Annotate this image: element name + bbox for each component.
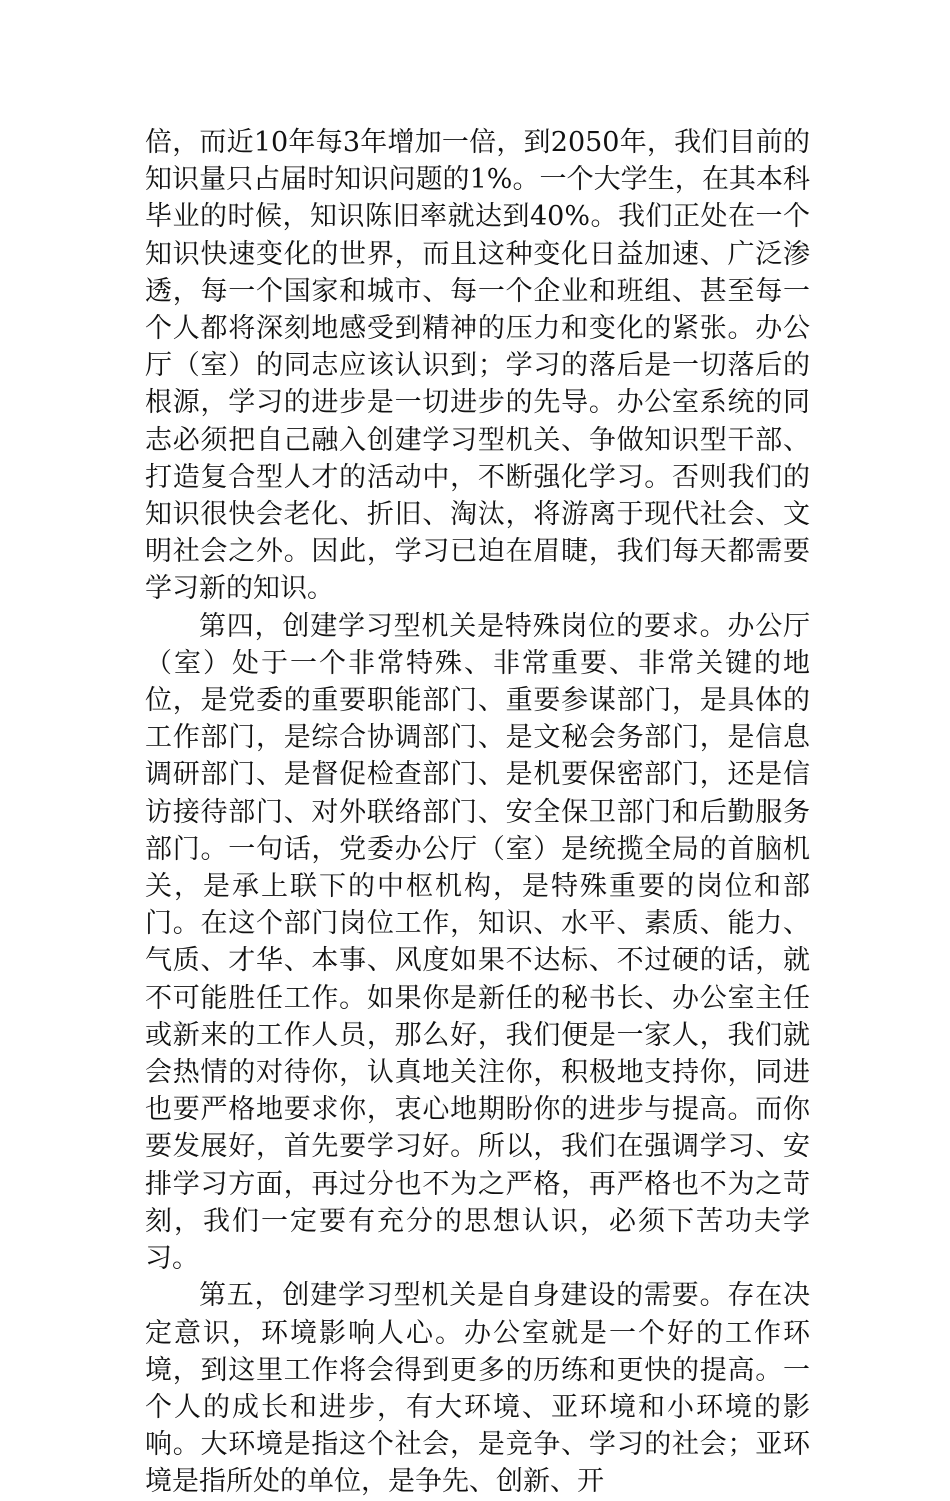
document-body (145, 124, 810, 1501)
paragraph-knowledge-growth: 倍，而近10年每3年增加一倍，到2050年，我们目前的知识量只占届时知识问题的1%。一个大学生，在其本科毕业的时候，知识陈旧率就达到40%。我们正处在一个知识快速变化的世界，而且这种变化日益加速、广泛渗透，每一个国家和城市、每一个企业和班组、甚至每一个人都将深刻地感受到精神的压力和变化的紧张。办公厅（室）的同志应该认识到；学习的落后是一切落后的根源，学习的进步是一切进步的先导。办公室系统的同志必须把自己融入创建学习型机关、争做知识型干部、打造复合型人才的活动中，不断强化学习。否则我们的知识很快会老化、折旧、淘汰，将游离于现代社会、文明社会之外。因此，学习已迫在眉睫，我们每天都需要学习新的知识。 (145, 127, 810, 605)
paragraph-fourth-point: 第四，创建学习型机关是特殊岗位的要求。办公厅（室）处于一个非常特殊、非常重要、非常关键的地位，是党委的重要职能部门、重要参谋部门，是具体的工作部门，是综合协调部门、是文秘会务部门，是信息调研部门、是督促检查部门、是机要保密部门，还是信访接待部门、对外联络部门、安全保卫部门和后勤服务部门。一句话，党委办公厅（室）是统揽全局的首脑机关，是承上联下的中枢机构，是特殊重要的岗位和部门。在这个部门岗位工作，知识、水平、素质、能力、气质、才华、本事、风度如果不达标、不过硬的话，就不可能胜任工作。如果你是新任的秘书长、办公室主任或新来的工作人员，那么好，我们便是一家人，我们就会热情的对待你，认真地关注你，积极地支持你，同进也要严格地要求你，衷心地期盼你的进步与提高。而你要发展好，首先要学习好。所以，我们在强调学习、安排学习方面，再过分也不为之严格，再严格也不为之苛刻，我们一定要有充分的思想认识，必须下苦功夫学习。 (145, 610, 810, 1275)
paragraph-fifth-point: 第五，创建学习型机关是自身建设的需要。存在决定意识，环境影响人心。办公室就是一个好的工作环境，到这里工作将会得到更多的历练和更快的提高。一个人的成长和进步，有大环境、亚环境和小环境的影响。大环境是指这个社会，是竞争、学习的社会；亚环境是指所处的单位，是争先、创新、开 (145, 1280, 810, 1498)
